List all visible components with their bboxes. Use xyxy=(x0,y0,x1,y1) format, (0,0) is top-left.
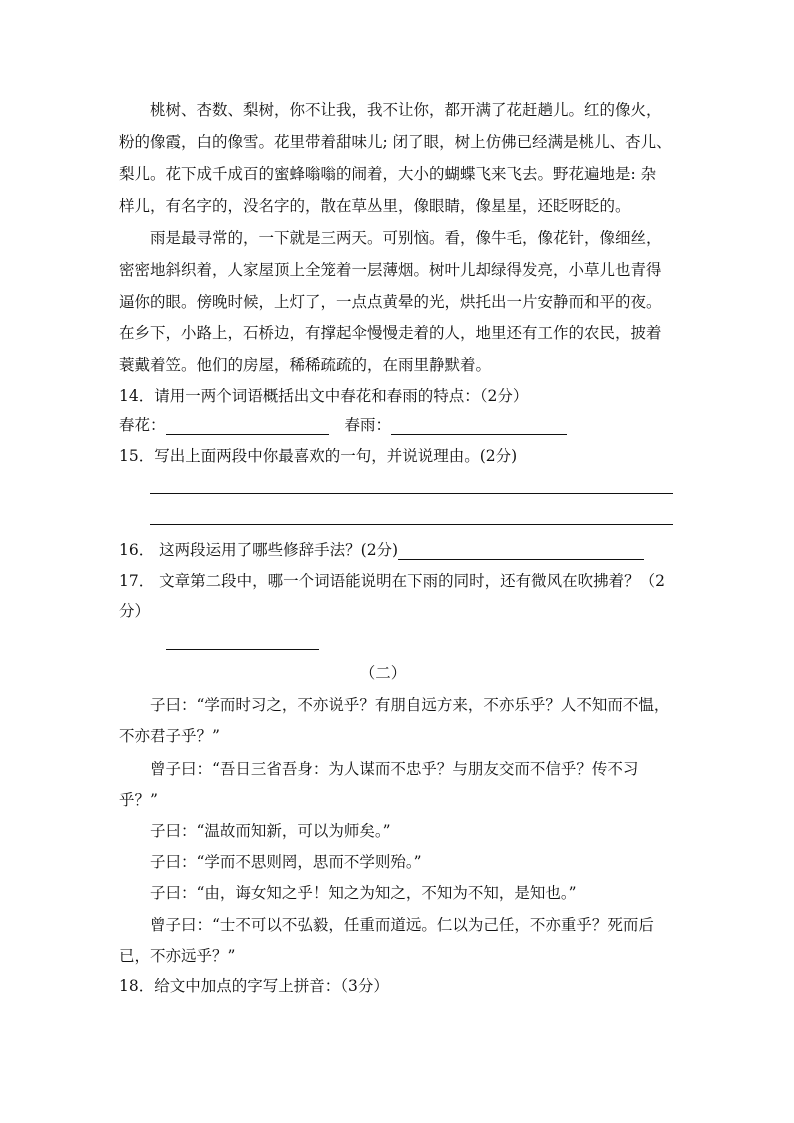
q15-answer-line-1[interactable] xyxy=(150,493,673,494)
passage1-para2-line3: 逼你的眼。傍晚时候，上灯了，一点点黄晕的光，烘托出一片安静而和平的夜。 xyxy=(119,293,662,311)
passage1-para2-line5: 蓑戴着笠。他们的房屋，稀稀疏疏的，在雨里静默着。 xyxy=(119,356,492,374)
analects-line-9: 已，不亦远乎？” xyxy=(119,947,236,965)
analects-line-6: 子曰：“学而不思则罔，思而不学则殆。” xyxy=(150,853,422,871)
passage1-para2-line2: 密密地斜织着，人家屋顶上全笼着一层薄烟。树叶儿却绿得发亮，小草儿也青得 xyxy=(119,261,662,279)
question-15: 15．写出上面两段中你最喜欢的一句，并说说理由。(2分) xyxy=(119,447,518,465)
passage1-para1-line3: 梨儿。花下成千成百的蜜蜂嗡嗡的闹着，大小的蝴蝶飞来飞去。野花遍地是: 杂 xyxy=(119,165,657,183)
passage1-para1-line2: 粉的像霞，白的像雪。花里带着甜味儿; 闭了眼，树上仿佛已经满是桃儿、杏儿、 xyxy=(119,133,672,151)
question-17-line2: 分） xyxy=(119,602,151,620)
question-14: 14．请用一两个词语概括出文中春花和春雨的特点：（2分） xyxy=(119,387,529,405)
analects-line-2: 不亦君子乎？” xyxy=(119,727,220,745)
passage1-para1-line1: 桃树、杏数、梨树，你不让我，我不让你，都开满了花赶趟儿。红的像火， xyxy=(150,101,662,119)
q16-answer-blank[interactable] xyxy=(398,543,644,560)
analects-line-4: 乎？” xyxy=(119,791,158,809)
analects-line-8: 曾子曰：“士不可以不弘毅，任重而道远。仁以为己任，不亦重乎？死而后 xyxy=(150,916,654,934)
analects-line-5: 子曰：“温故而知新，可以为师矣。” xyxy=(150,822,391,840)
q15-answer-line-2[interactable] xyxy=(150,524,673,525)
passage1-para2-line1: 雨是最寻常的，一下就是三两天。可别恼。看，像牛毛，像花针，像细丝， xyxy=(150,229,662,247)
q14-rain-answer-blank[interactable] xyxy=(391,418,567,435)
q14-flower-label: 春花： xyxy=(119,416,166,434)
question-17-line1: 17． 文章第二段中，哪一个词语能说明在下雨的同时，还有微风在吹拂着？（2 xyxy=(119,572,666,590)
question-14-answer-row xyxy=(119,415,567,435)
analects-line-3: 曾子曰：“吾日三省吾身：为人谋而不忠乎？与朋友交而不信乎？传不习 xyxy=(150,760,639,778)
analects-line-7: 子曰：“由，诲女知之乎！知之为知之，不知为不知，是知也。” xyxy=(150,884,577,902)
q14-rain-label: 春雨： xyxy=(344,416,392,434)
question-16: 16． 这两段运用了哪些修辞手法？(2分) xyxy=(119,541,399,559)
analects-line-1: 子曰：“学而时习之，不亦说乎？有朋自远方来，不亦乐乎？人不知而不愠， xyxy=(150,696,670,714)
q17-answer-blank[interactable] xyxy=(166,649,319,650)
passage1-para2-line4: 在乡下，小路上，石桥边，有撑起伞慢慢走着的人，地里还有工作的农民，披着 xyxy=(119,324,662,342)
question-18: 18．给文中加点的字写上拼音：（3分） xyxy=(119,977,389,995)
question-16-row xyxy=(119,540,644,560)
section-2-title: （二） xyxy=(359,664,407,682)
passage1-para1-line4: 样儿，有名字的，没名字的，散在草丛里，像眼睛，像星星，还眨呀眨的。 xyxy=(119,197,631,215)
q14-flower-answer-blank[interactable] xyxy=(166,418,329,435)
